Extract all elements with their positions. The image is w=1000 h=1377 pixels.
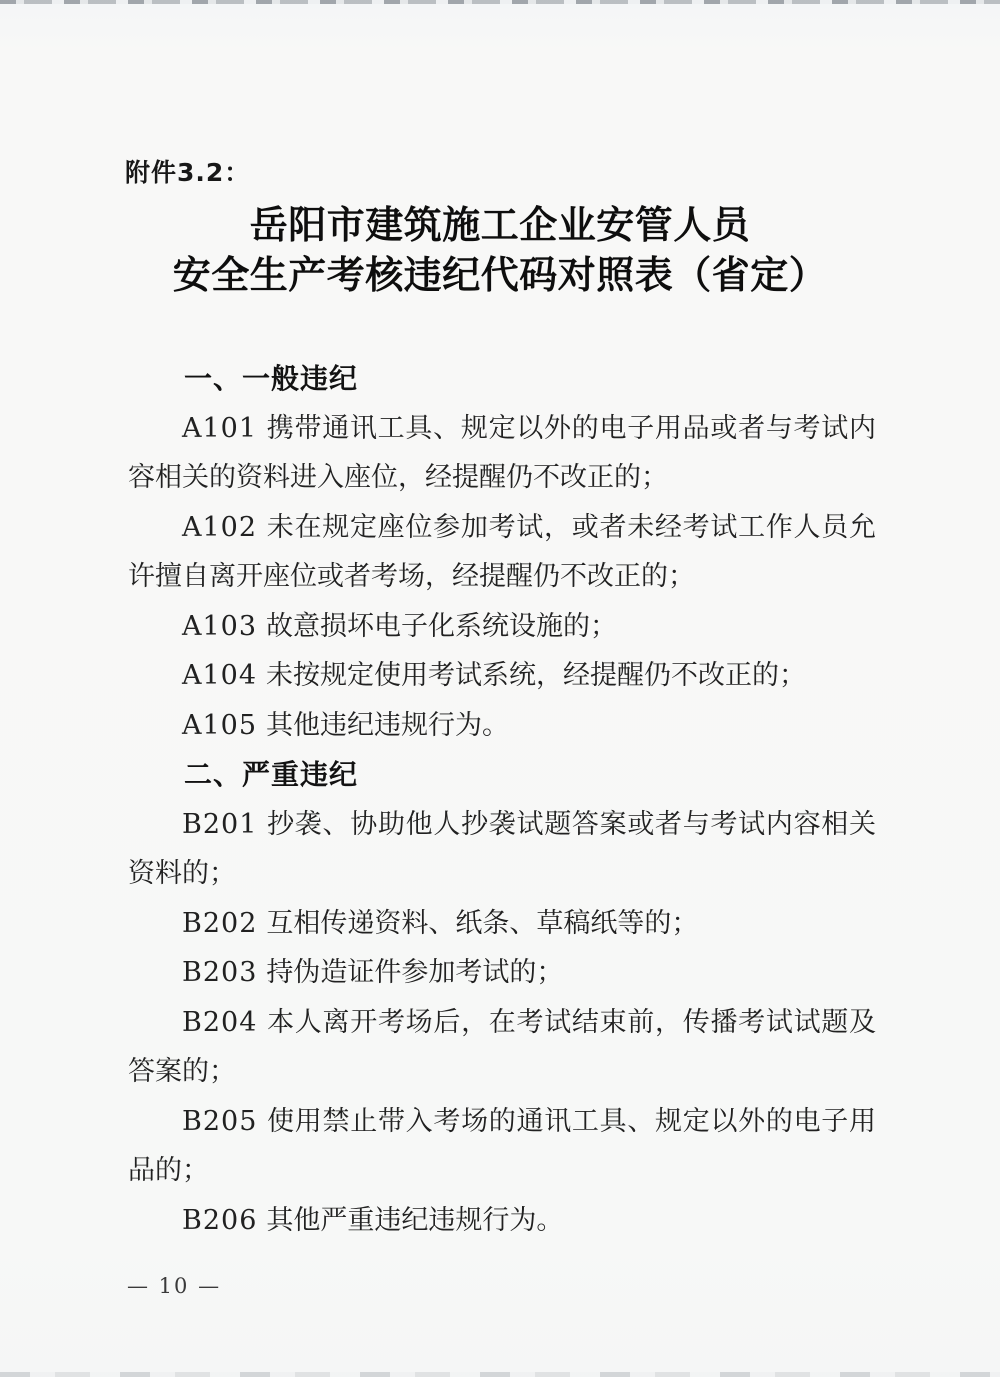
section-heading-general-violations: 一、一般违纪	[184, 362, 359, 395]
violation-text: 互相传递资料、纸条、草稿纸等的；	[266, 907, 699, 939]
violation-code: A103	[182, 610, 258, 642]
violation-code: B203	[182, 957, 258, 988]
violation-item-b201	[128, 800, 876, 899]
violation-code: B205	[182, 1105, 258, 1137]
violation-code: A102	[182, 511, 258, 543]
violation-text: 使用禁止带入考场的通讯工具、规定以外的电子用品的；	[128, 1105, 876, 1186]
violation-code: B201	[182, 808, 258, 840]
violation-item-b206	[128, 1196, 876, 1246]
violation-text: 抄袭、协助他人抄袭试题答案或者与考试内容相关资料的；	[128, 808, 876, 889]
violation-code: B204	[182, 1006, 258, 1038]
violation-text: 本人离开考场后，在考试结束前，传播考试试题及答案的；	[128, 1006, 876, 1087]
violation-text: 其他严重违纪违规行为。	[266, 1204, 564, 1236]
violation-code: B206	[182, 1204, 258, 1236]
violation-text: 故意损坏电子化系统设施的；	[266, 610, 618, 642]
section-heading-serious-violations: 二、严重违纪	[184, 758, 359, 791]
page-number: — 10 —	[127, 1274, 222, 1298]
violation-item-a102	[128, 503, 876, 602]
document-title-line-2: 安全生产考核违纪代码对照表（省定）	[172, 252, 828, 297]
document-body	[128, 354, 876, 1245]
violation-item-a104	[128, 651, 876, 701]
violation-code: A104	[182, 660, 258, 691]
violation-item-b203	[128, 948, 876, 998]
violation-text: 持伪造证件参加考试的；	[266, 957, 564, 988]
violation-code: A101	[182, 412, 258, 444]
violation-item-a103	[128, 602, 876, 652]
violation-item-b202	[128, 899, 876, 949]
scan-artifact-top-edge	[0, 0, 1000, 4]
document-title	[0, 200, 1000, 300]
violation-text: 未按规定使用考试系统，经提醒仍不改正的；	[266, 660, 807, 691]
violation-item-a105	[128, 701, 876, 751]
violation-text: 其他违纪违规行为。	[266, 709, 510, 741]
document-title-line-1: 岳阳市建筑施工企业安管人员	[249, 202, 751, 247]
violation-text: 未在规定座位参加考试，或者未经考试工作人员允许擅自离开座位或者考场，经提醒仍不改正的；	[128, 511, 876, 592]
violation-item-b205	[128, 1097, 876, 1196]
violation-item-a101	[128, 404, 876, 503]
violation-code: A105	[182, 709, 258, 741]
violation-code: B202	[182, 907, 258, 939]
scan-artifact-bottom-edge	[0, 1372, 1000, 1377]
violation-item-b204	[128, 998, 876, 1097]
attachment-label: 附件3.2：	[125, 158, 251, 187]
violation-text: 携带通讯工具、规定以外的电子用品或者与考试内容相关的资料进入座位，经提醒仍不改正的；	[128, 412, 876, 493]
